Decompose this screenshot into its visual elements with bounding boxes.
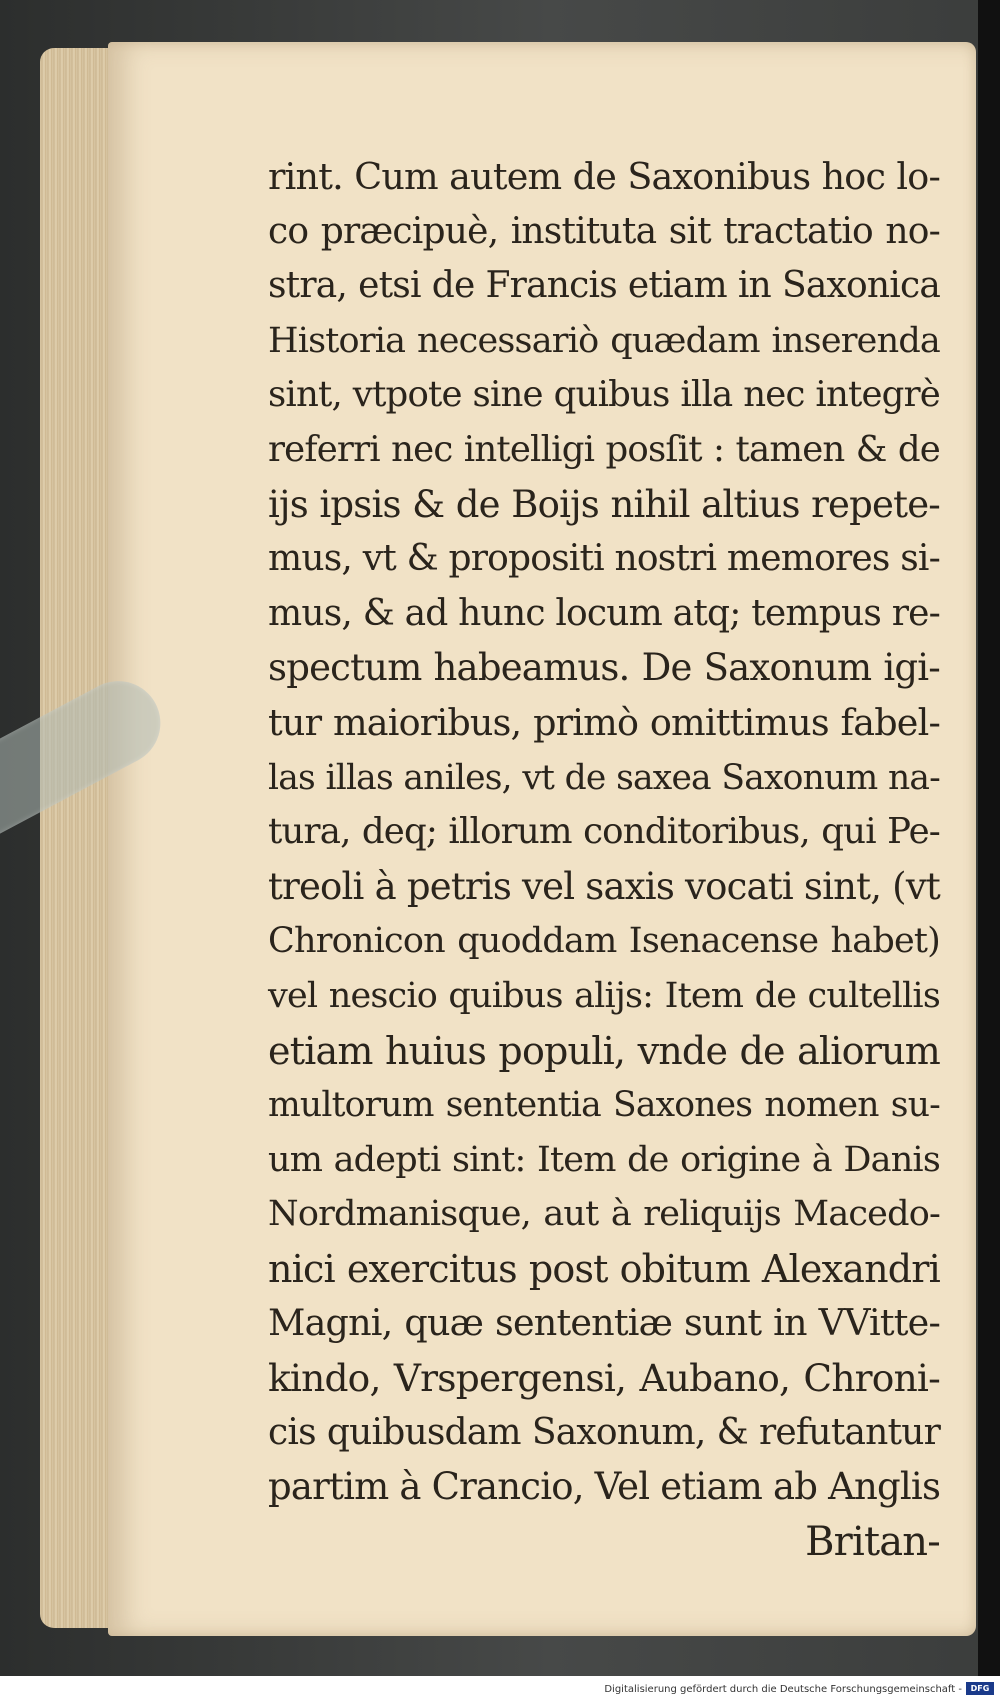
text-line: las illas aniles, vt de saxea Saxonum na- [268,757,940,798]
text-line: mus, vt & propositi nostri memores si- [268,538,940,580]
text-line: cis quibusdam Saxonum, & refutantur [268,1411,940,1453]
text-line: tura, deq; illorum conditoribus, qui Pe- [268,811,940,853]
text-line: nici exercitus post obitum Alexandri [268,1246,940,1291]
text-line: co præcipuè, instituta sit tractatio no- [268,210,940,252]
text-line: um adepti sint: Item de origine à Danis [268,1139,940,1180]
dfg-logo: DFG [966,1682,994,1695]
catchword: Britan- [805,1518,940,1565]
text-line: tur maioribus, primò omittimus fabel- [268,700,940,744]
text-line: mus, & ad hunc locum atq; tempus re- [268,592,940,634]
text-line: Nordmanisque, aut à reliquijs Macedo- [268,1194,940,1235]
text-line: sint, vtpote sine quibus illa nec integrè [268,374,940,416]
text-line: kindo, Vrspergensi, Aubano, Chroni- [268,1356,940,1401]
text-line: treoli à petris vel saxis vocati sint, (vt [268,864,940,908]
scan-border [978,0,1000,1676]
text-line: Chronicon quoddam Isenacense habet) [268,921,940,962]
funding-credit: Digitalisierung gefördert durch die Deutsche Forschungsgemeinschaft - [604,1684,962,1695]
text-line: Historia necessariò quædam inserenda [268,320,940,361]
footer-bar [0,1676,1000,1699]
page-text [268,150,940,1569]
text-line: referri nec intelligi posſit : tamen & de [268,428,940,470]
text-line: multorum sententia Saxones nomen su- [268,1085,940,1126]
text-line: vel nescio quibus alijs: Item de cultellis [268,975,940,1016]
text-line: stra, etsi de Francis etiam in Saxonica [268,265,940,307]
text-line: Magni, quæ sententiæ sunt in VVitte- [268,1301,940,1345]
text-line: ijs ipsis & de Boijs nihil altius repete- [268,482,940,526]
text-line: spectum habeamus. De Saxonum igi- [268,646,940,690]
text-line: etiam huius populi, vnde de aliorum [268,1028,940,1073]
text-line: partim à Crancio, Vel etiam ab Anglis [268,1465,941,1509]
text-line: rint. Cum autem de Saxonibus hoc lo- [268,155,940,198]
